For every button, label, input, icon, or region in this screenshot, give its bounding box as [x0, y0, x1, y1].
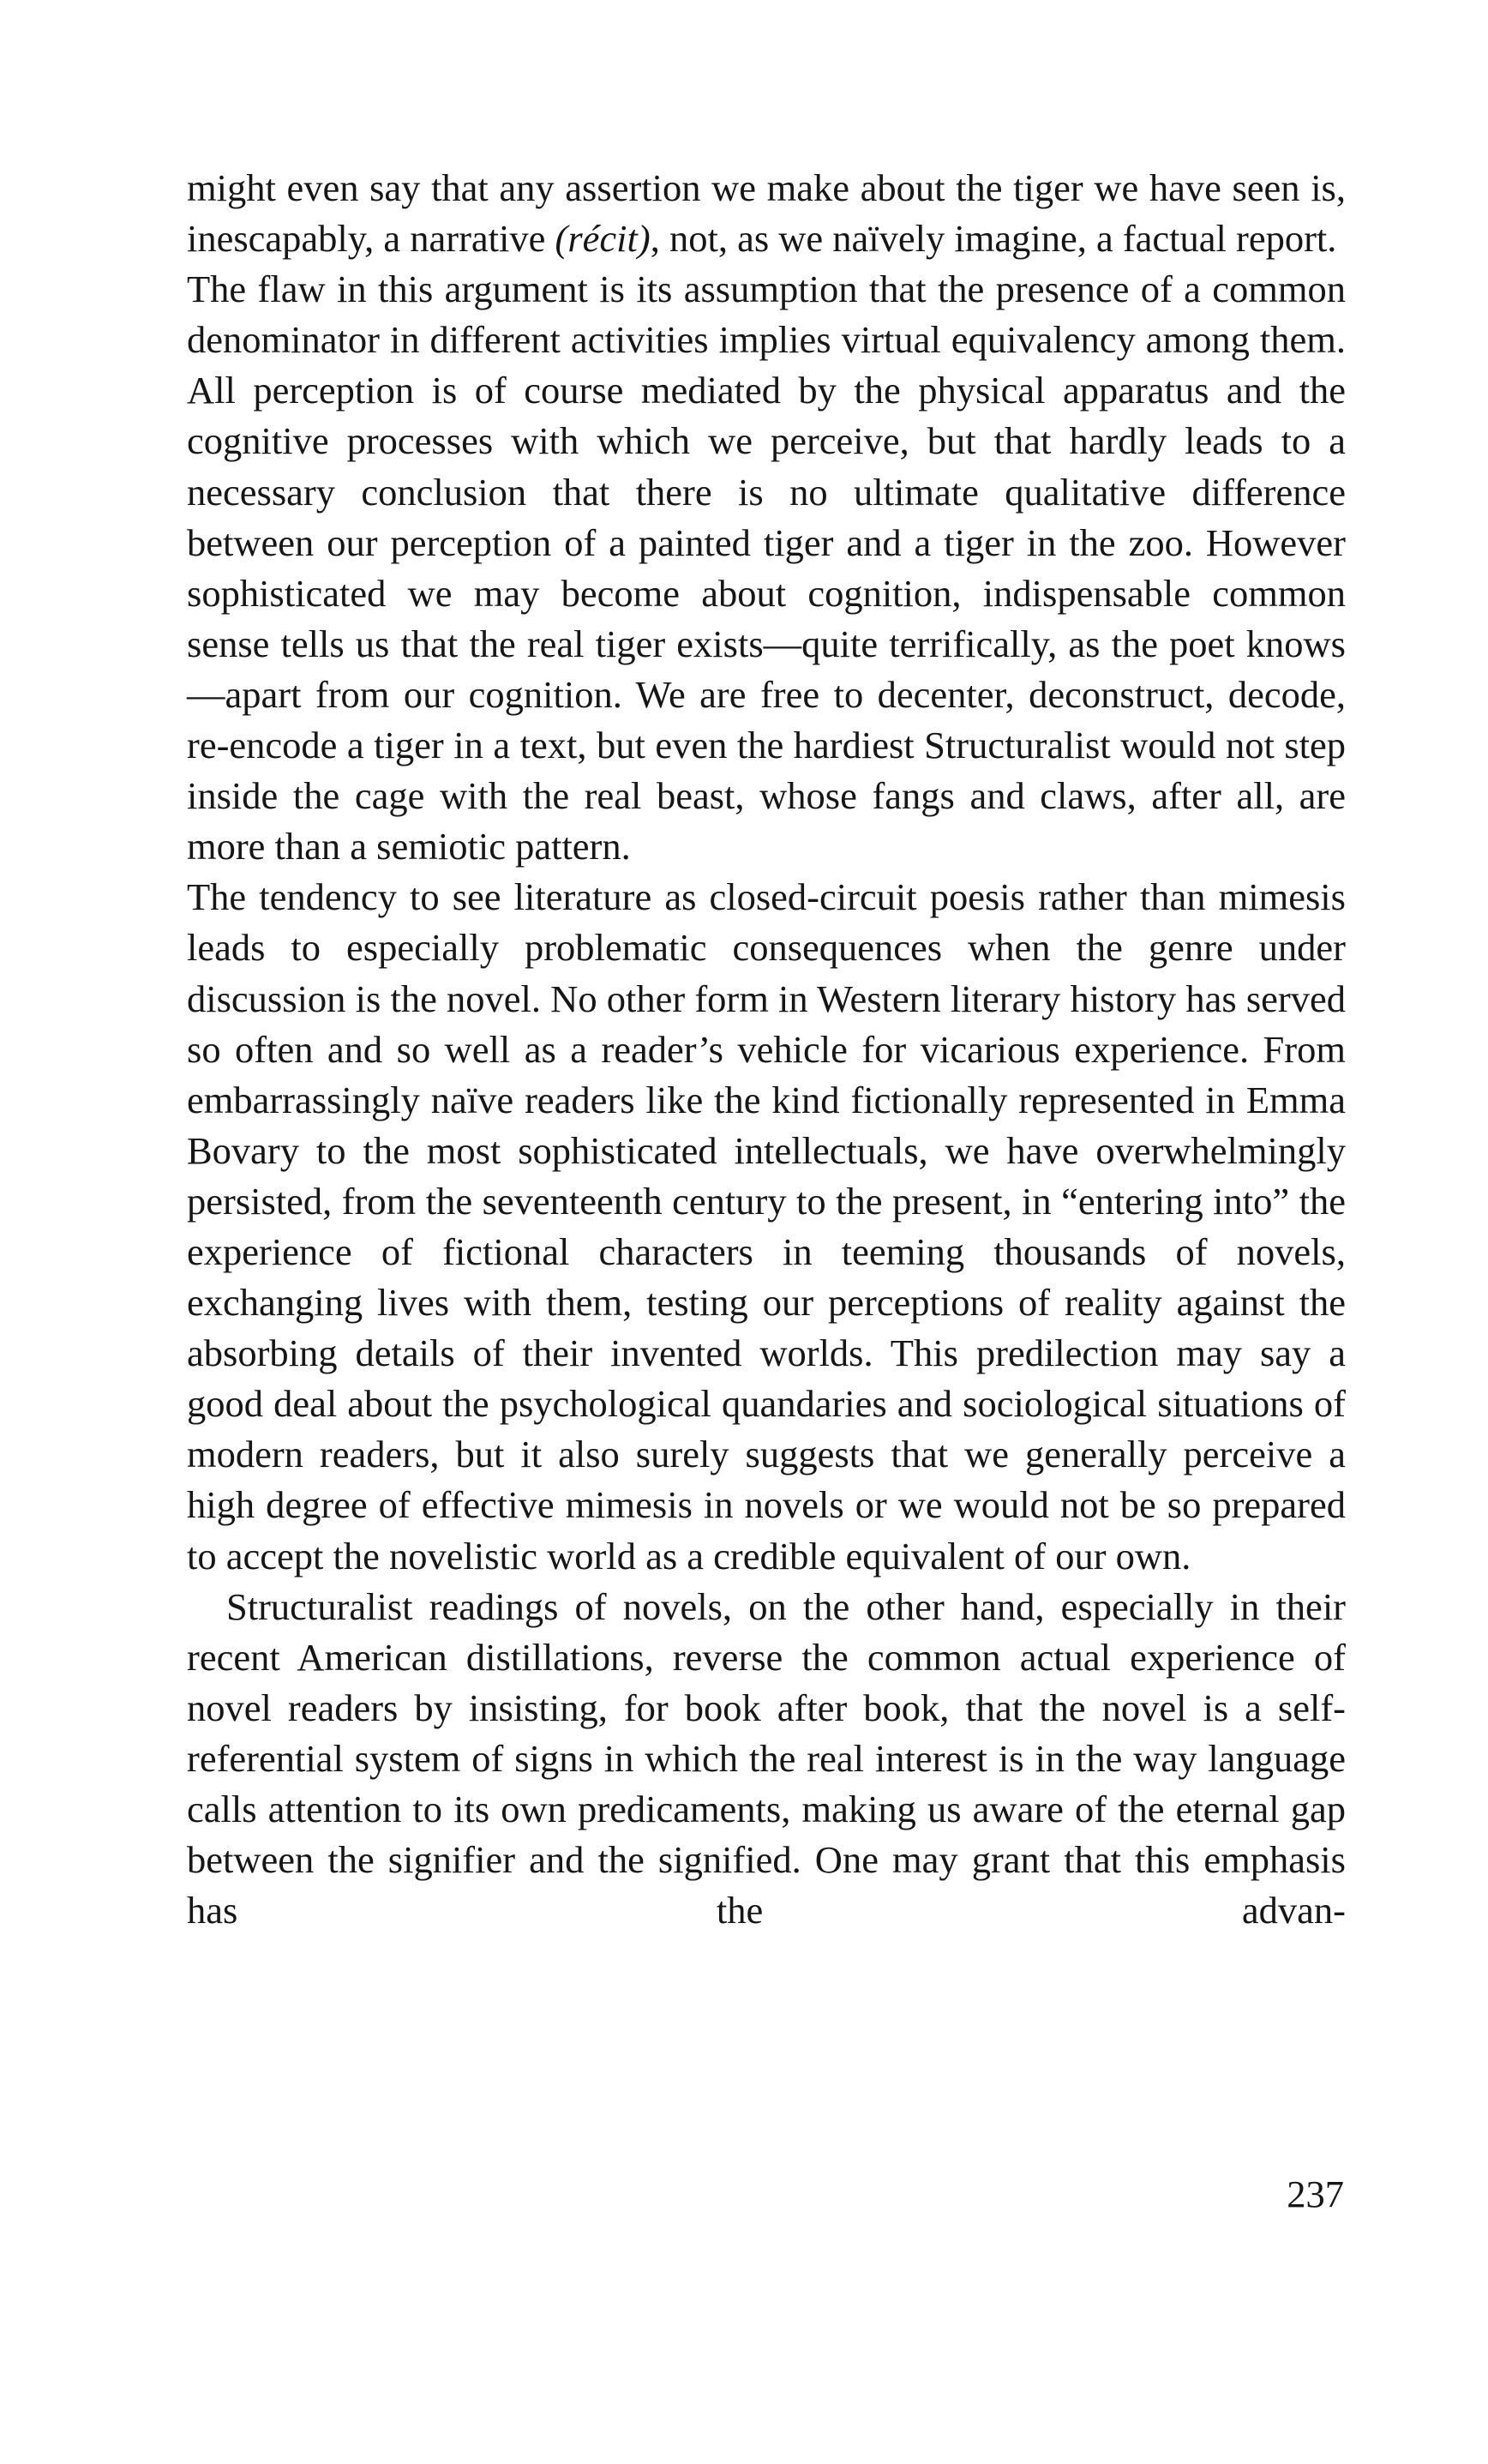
paragraph-1-start: might even say that any assertion we make about the tiger we have seen is, inescapably, a narrative — [187, 166, 1346, 261]
paragraph-4: Structuralist readings of novels, on the other hand, especially in their recent American distillations, reverse the common actual experience of novel readers by insisting, for book after book, that the novel is a self-referential system of signs in which the real interest is in the way language calls attention to its own predicaments, making us aware of the eternal gap between the signifier and the signified. One may grant that this emphasis has the advan- — [187, 1584, 1346, 1932]
italic-term: (récit) — [555, 217, 651, 261]
paragraph-3: The tendency to see literature as closed-circuit poesis rather than mimesis leads to especially problematic consequences when the genre under discussion is the novel. No other form in Western literary history has served so often and so well as a reader’s vehicle for vicarious experience. From embarrassingly naïve readers like the kind fictionally represented in Emma Bovary to the most sophisticated intellectuals, we have overwhelmingly persisted, from the seventeenth century to the present, in “entering into” the experience of fictional characters in teeming thousands of novels, exchanging lives with them, testing our perceptions of reality against the absorbing details of their invented worlds. This predilection may say a good deal about the psychological quandaries and sociological situations of modern readers, but it also surely suggests that we generally perceive a high degree of effective mimesis in novels or we would not be so prepared to accept the novelistic world as a credible equivalent of our own. — [187, 875, 1346, 1578]
paragraph-2: The flaw in this argument is its assumption that the presence of a common denominator in different activities implies virtual equivalency among them. All perception is of course mediated by the physical apparatus and the cognitive processes with which we perceive, but that hardly leads to a necessary conclusion that there is no ultimate qualitative difference between our perception of a painted tiger and a tiger in the zoo. However sophisticated we may become about cognition, indispensable common sense tells us that the real tiger exists—quite terrifically, as the poet knows—apart from our cognition. We are free to decenter, deconstruct, decode, re-encode a tiger in a text, but even the hardiest Structuralist would not step inside the cage with the real beast, whose fangs and claws, after all, are more than a semiotic pattern. — [187, 267, 1346, 868]
paragraph-1 — [187, 163, 1346, 264]
paragraph-1-end: , not, as we naïvely imagine, a factual report. — [650, 217, 1337, 261]
body-text — [187, 163, 1346, 1936]
page-number: 237 — [1287, 2173, 1344, 2215]
